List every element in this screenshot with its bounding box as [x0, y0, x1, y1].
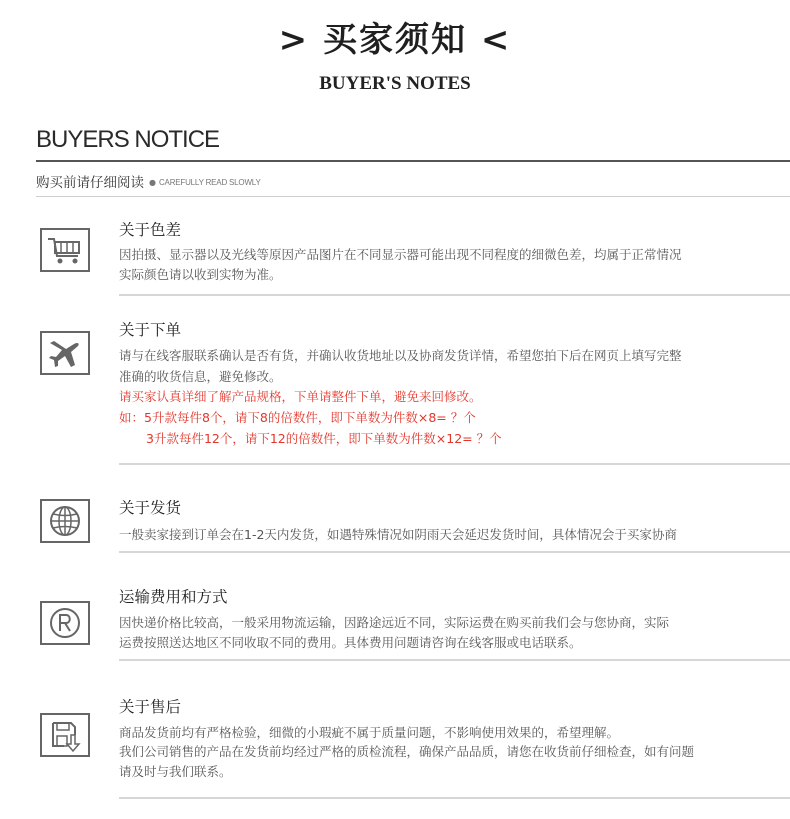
- section-warning-text: 请买家认真详细了解产品规格，下单请整件下单，避免来回修改。: [119, 389, 482, 404]
- read-carefully-cn: 购买前请仔细阅读: [36, 175, 144, 191]
- section-text: 一般卖家接到订单会在1-2天内发货，如遇特殊情况如阴雨天会延迟发货时间，具体情况会于买家协商: [119, 527, 677, 542]
- section-text: 运费按照送达地区不同收取不同的费用。具体费用问题请咨询在线客服或电话联系。: [119, 635, 582, 650]
- section-title: 运输费用和方式: [119, 588, 228, 606]
- notice-bar: [36, 160, 790, 162]
- section-warning-text: 3升款每件12个，请下12的倍数件，即下单数为件数×12= ？个: [146, 431, 502, 446]
- page-title: > 买家须知 <: [278, 20, 512, 60]
- shopping-cart-icon: [40, 228, 90, 272]
- section-text: 准确的收货信息，避免修改。: [119, 369, 282, 384]
- page-subtitle: BUYER'S NOTES: [319, 73, 471, 94]
- section-divider: [119, 659, 790, 661]
- notice-heading: BUYERS NOTICE: [36, 126, 220, 153]
- section-text: 我们公司销售的产品在发货前均经过严格的质检流程，确保产品品质，请您在收货前仔细检查，如有问题: [119, 744, 695, 759]
- airplane-icon: [40, 331, 90, 375]
- read-separator: [36, 196, 790, 197]
- section-divider: [119, 463, 790, 465]
- save-download-icon: [40, 713, 90, 757]
- section-text: 因快递价格比较高，一般采用物流运输，因路途远近不同，实际运费在购买前我们会与您协商，实际: [119, 615, 670, 630]
- section-divider: [119, 797, 790, 799]
- section-text: 商品发货前均有严格检验，细微的小瑕疵不属于质量问题，不影响使用效果的，希望理解。: [119, 725, 620, 740]
- section-warning-text: 如：5升款每件8个，请下8的倍数件，即下单数为件数×8= ？个: [119, 410, 476, 425]
- registered-icon: [40, 601, 90, 645]
- section-text: 实际颜色请以收到实物为准。: [119, 267, 282, 282]
- section-title: 关于发货: [119, 499, 182, 517]
- section-divider: [119, 294, 790, 296]
- section-title: 关于下单: [119, 321, 182, 339]
- section-text: 因拍摄、显示器以及光线等原因产品图片在不同显示器可能出现不同程度的细微色差，均属于正常情况: [119, 247, 682, 262]
- section-text: 请及时与我们联系。: [119, 764, 232, 779]
- read-carefully-en: CAREFULLY READ SLOWLY: [158, 178, 261, 187]
- bullet-dot: ●: [149, 178, 156, 187]
- read-carefully-line: [36, 172, 261, 194]
- section-title: 关于色差: [119, 221, 182, 239]
- section-text: 请与在线客服联系确认是否有货，并确认收货地址以及协商发货详情，希望您拍下后在网页上填写完整: [119, 348, 682, 363]
- globe-icon: [40, 499, 90, 543]
- section-divider: [119, 551, 790, 553]
- section-title: 关于售后: [119, 698, 182, 716]
